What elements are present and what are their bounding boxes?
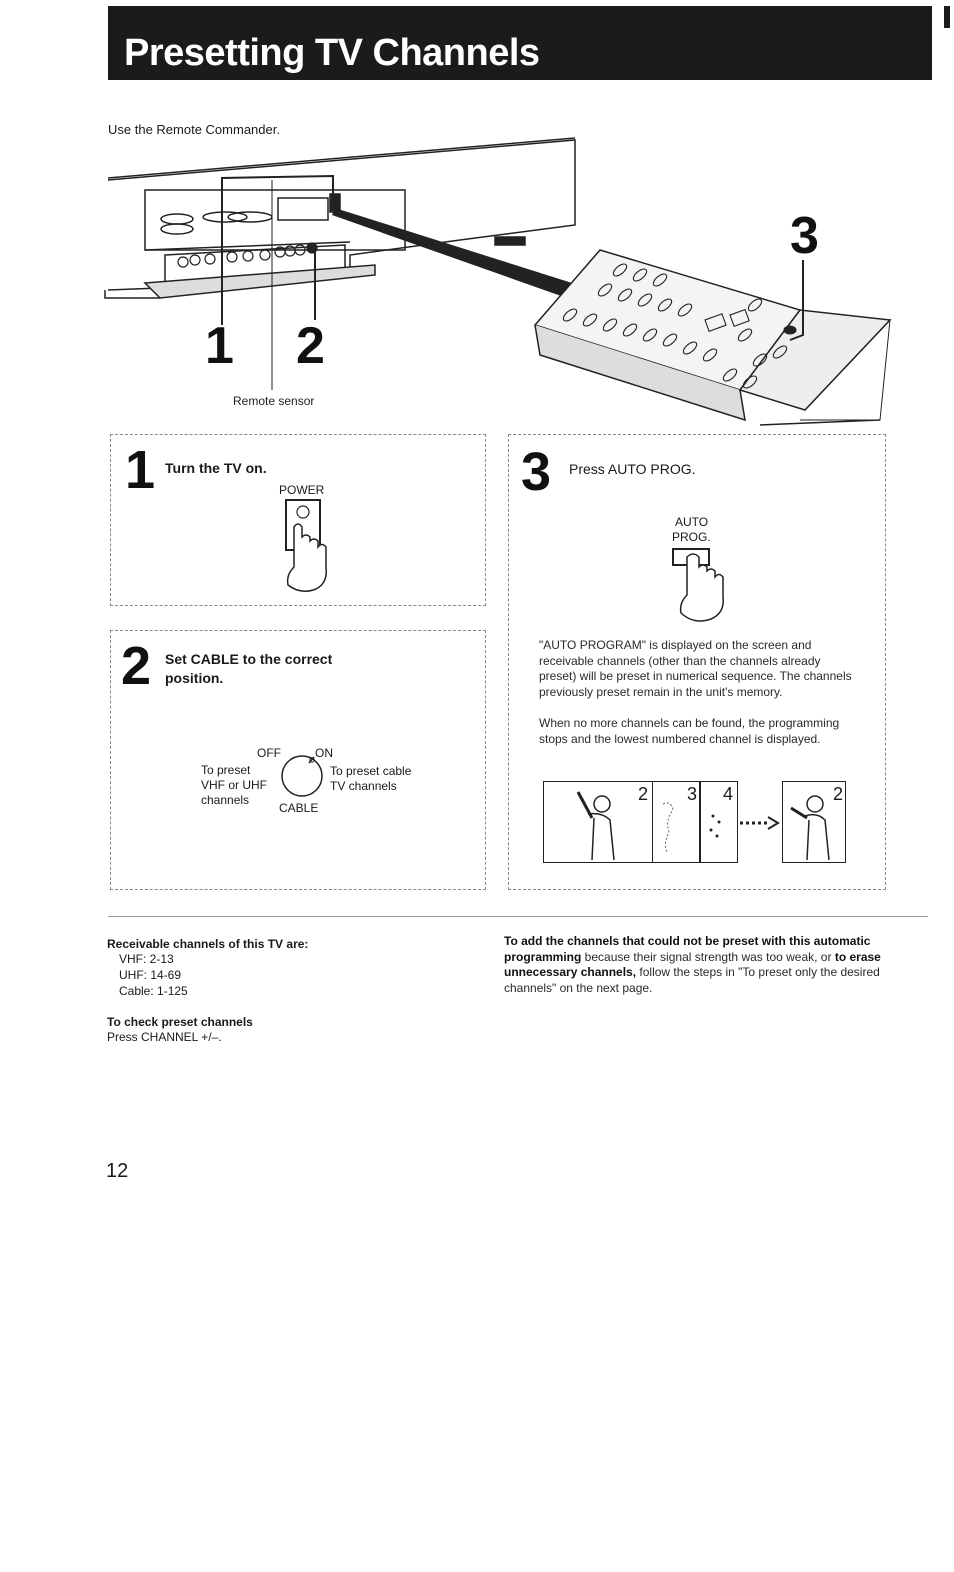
intro-text: Use the Remote Commander. (108, 122, 280, 137)
power-label: POWER (279, 483, 325, 497)
switch-right-line1: To preset cable (330, 764, 412, 778)
cable-switch-name: CABLE (279, 801, 319, 815)
check-heading: To check preset channels (107, 1015, 253, 1029)
auto-prog-button-press-icon (669, 545, 733, 627)
step3-box (508, 434, 886, 890)
dotted-arrow-icon (738, 815, 782, 831)
power-button-press-icon (276, 497, 336, 597)
snow-icon (655, 796, 685, 856)
static-icon (703, 806, 733, 856)
add-note-text-2: follow the steps in "To preset only the desired channels" on the next page. (504, 965, 880, 995)
channel-screen-1 (543, 781, 653, 863)
switch-left-line3: channels (201, 793, 250, 807)
remote-commander (535, 250, 890, 425)
channel-number-2: 3 (686, 784, 697, 804)
batter-icon-repeat (787, 788, 837, 860)
channel-screen-2 (652, 781, 700, 863)
add-note-text-1: because their signal strength was too weak, or (581, 949, 835, 964)
step3-number: 3 (521, 442, 552, 502)
step3-title: Press AUTO PROG. (569, 461, 696, 477)
step2-box (110, 630, 486, 890)
switch-left-line1: To preset (201, 763, 251, 777)
step1-number: 1 (125, 440, 156, 500)
cable-switch-icon (279, 753, 325, 799)
channel-screen-4 (782, 781, 846, 863)
receivable-cable: Cable: 1-125 (119, 984, 188, 998)
receivable-uhf: UHF: 14-69 (119, 968, 182, 982)
channel-number-1: 2 (637, 784, 648, 804)
switch-right-line2: TV channels (330, 779, 397, 793)
switch-off-label: OFF (257, 746, 281, 760)
auto-prog-label-line1: AUTO (675, 515, 709, 529)
step2-title-line2: position. (165, 670, 224, 686)
add-channels-note (504, 934, 882, 996)
step3-description-1: "AUTO PROGRAM" is displayed on the screen and receivable channels (other than the channels already preset) will be preset in numerical sequence. The channels previously preset remain in the unit's memory. (539, 638, 852, 699)
channel-screen-3 (700, 781, 738, 863)
tv-remote-illustration (100, 120, 900, 440)
hero-label-1: 1 (205, 317, 234, 375)
receivable-heading: Receivable channels of this TV are: (107, 937, 309, 951)
add-note-bold-2: to erase unnecessary channels, (504, 949, 881, 979)
hero-label-3: 3 (790, 207, 819, 265)
step2-title-line1: Set CABLE to the correct (165, 651, 333, 667)
remote-sensor-label: Remote sensor (233, 394, 315, 408)
step3-description-2: When no more channels can be found, the programming stops and the lowest numbered channel is displayed. (539, 716, 840, 746)
receivable-vhf: VHF: 2-13 (119, 952, 174, 966)
channel-number-4: 2 (832, 784, 843, 804)
page-number: 12 (106, 1160, 129, 1182)
page-title: Presetting TV Channels (124, 32, 540, 74)
notes-divider (108, 916, 928, 917)
step1-box (110, 434, 486, 606)
check-text: Press CHANNEL +/–. (107, 1030, 222, 1044)
title-bar (108, 6, 932, 80)
add-note-bold-1: To add the channels that could not be preset with this automatic programming (504, 934, 871, 964)
batter-icon (558, 788, 628, 860)
auto-prog-label-line2: PROG. (672, 530, 711, 544)
page-edge-mark (944, 6, 950, 28)
switch-on-label: ON (315, 746, 333, 760)
step2-number: 2 (121, 636, 152, 696)
switch-left-line2: VHF or UHF (201, 778, 267, 792)
hero-label-2: 2 (296, 317, 325, 375)
step1-title: Turn the TV on. (165, 460, 267, 476)
channel-number-3: 4 (722, 784, 733, 804)
